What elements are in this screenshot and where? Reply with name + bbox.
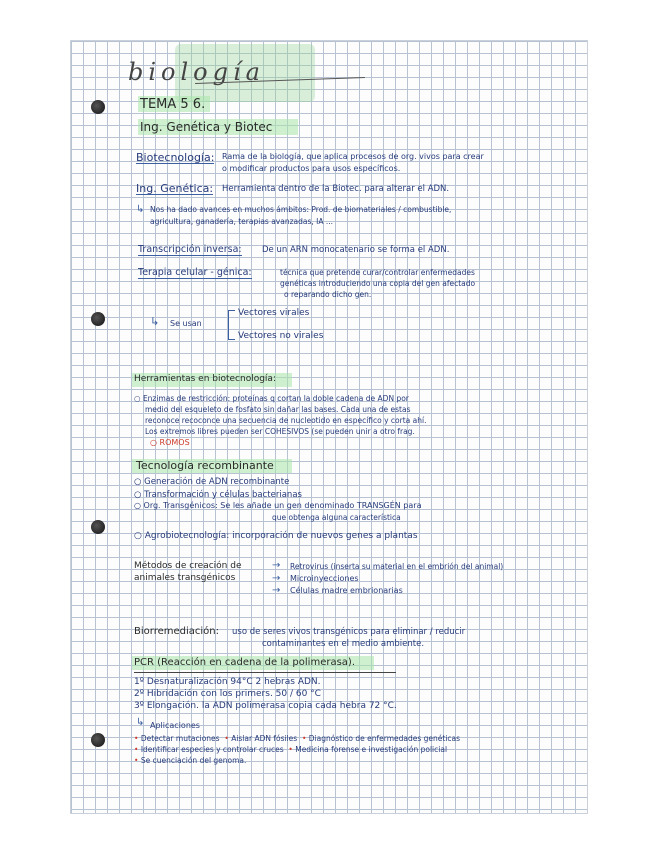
aplicaciones-label: Aplicaciones [150, 721, 200, 730]
avances-text: Nos ha dado avances en muchos ámbitos: Prod. de biomateriales / combustible, [150, 205, 452, 214]
metodo-item: Retrovirus (inserta su material en el embrión del animal) [290, 562, 504, 571]
binder-hole [91, 733, 105, 747]
se-usan: Se usan [170, 319, 202, 328]
arrow-icon: → [272, 573, 281, 584]
biorremediacion-label: Biorremediación: [134, 626, 219, 637]
aplicacion-item: • Detectar mutaciones • Aislar ADN fósiles • Diagnóstico de enfermedades genéticas [134, 734, 461, 743]
page-title: biología [128, 58, 265, 86]
transcripcion-def: De un ARN monocatenario se forma el ADN. [262, 245, 450, 255]
terapia-def: genéticas introduciendo una copia del gen afectado [280, 279, 476, 288]
binder-hole [91, 312, 105, 326]
arrow-icon: ↳ [150, 315, 160, 328]
romos-text: ○ ROMOS [150, 438, 190, 447]
binder-hole [91, 520, 105, 534]
transcripcion-label: Transcripción inversa: [138, 244, 242, 255]
herramientas-heading: Herramientas en biotecnología: [134, 374, 276, 384]
pcr-step: 3º Elongación. la ADN polimerasa copia cada hebra 72 °C. [134, 701, 397, 711]
subtitle: Ing. Genética y Biotec [140, 120, 273, 134]
ing-def: Herramienta dentro de la Biotec. para alterar el ADN. [222, 184, 450, 194]
arrow-icon: ↳ [136, 717, 145, 728]
vectores-virales: Vectores virales [238, 308, 310, 318]
arrow-icon: → [272, 585, 281, 596]
biorremediacion-def: contaminantes en el medio ambiente. [262, 639, 425, 649]
aplicacion-item: • Identificar especies y controlar cruces • Medicina forense e investigación policial [134, 745, 448, 754]
arrow-icon: ↳ [136, 204, 145, 215]
terapia-def: o reparando dicho gen. [284, 290, 372, 299]
avances-text: agricultura, ganadería, terapias avanzadas, IA ... [150, 217, 334, 226]
biotec-def: o modificar productos para usos específicos. [222, 164, 401, 173]
list-item: que obtenga alguna característica [272, 513, 401, 522]
metodo-item: Células madre embrionarias [290, 586, 403, 595]
enzimas-text: medio del esqueleto de fosfato sin dañar las bases. Cada una de estas [145, 405, 411, 414]
list-item: ○ Org. Transgénicos: Se les añade un gen denominado TRANSGÉN para [134, 501, 422, 510]
metodo-item: Microinyecciones [290, 574, 359, 583]
bracket [228, 310, 235, 340]
tema-heading: TEMA 5 6. [140, 97, 206, 112]
pcr-step: 1º Desnaturalización 94°C 2 hebras ADN. [134, 677, 321, 687]
metodos-label: animales transgénicos [134, 573, 236, 583]
terapia-label: Terapia celular - génica: [138, 267, 252, 278]
terapia-def: técnica que pretende curar/controlar enfermedades [280, 268, 475, 277]
aplicacion-item: • Se cuenciación del genoma. [134, 756, 247, 765]
list-item: ○ Generación de ADN recombinante [134, 477, 290, 487]
binder-hole [91, 100, 105, 114]
pcr-underline [134, 672, 396, 673]
agrobio-text: ○ Agrobiotecnología: incorporación de nuevos genes a plantas [134, 531, 418, 541]
enzimas-text: ○ Enzimas de restricción: proteínas q cortan la doble cadena de ADN por [134, 394, 409, 403]
enzimas-text: Los extremos libres pueden ser COHESIVOS (se pueden unir a otro frag. [145, 427, 415, 436]
metodos-label: Métodos de creación de [134, 561, 242, 571]
biotec-label: Biotecnología: [136, 151, 215, 164]
biotec-def: Rama de la biología, que aplica procesos de org. vivos para crear [222, 152, 484, 161]
ing-label: Ing. Genética: [136, 182, 214, 195]
enzimas-text: reconoce recoconce una secuencia de nucleotido en específico y corta ahí. [145, 416, 427, 425]
list-item: ○ Transformación y células bacterianas [134, 490, 302, 500]
tec-recombinante-heading: Tecnología recombinante [136, 459, 274, 472]
arrow-icon: → [272, 560, 281, 571]
vectores-no-virales: Vectores no virales [238, 331, 324, 341]
biorremediacion-def: uso de seres vivos transgénicos para eliminar / reducir [232, 627, 466, 637]
pcr-heading: PCR (Reacción en cadena de la polimerasa). [134, 657, 356, 668]
pcr-step: 2º Hibridación con los primers. 50 / 60 °C [134, 689, 321, 699]
